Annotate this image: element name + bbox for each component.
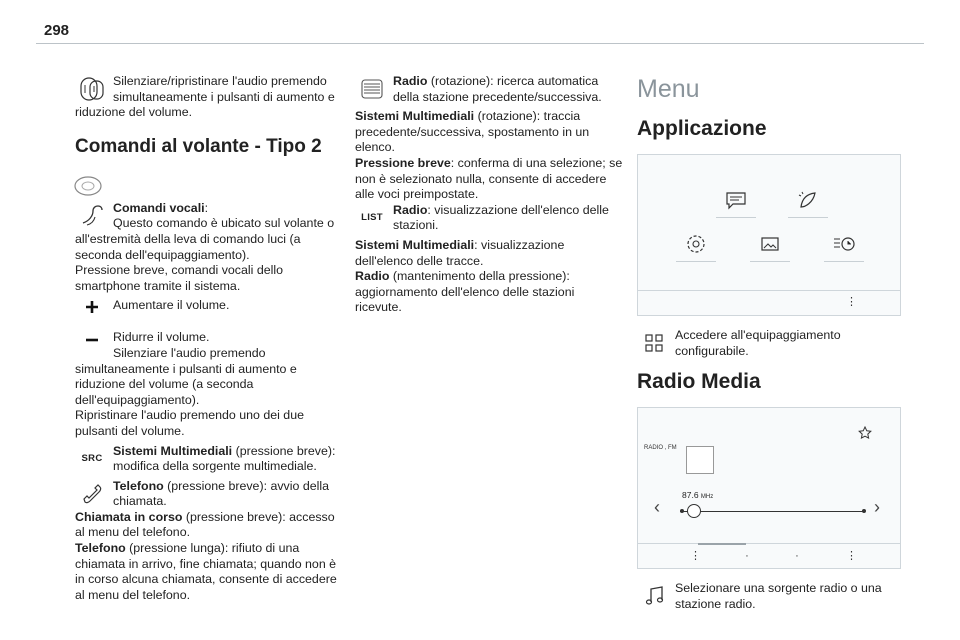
list-label: LIST <box>361 211 383 223</box>
column-3 <box>637 74 902 616</box>
list-radio-title: Radio <box>393 202 428 217</box>
music-note-icon <box>637 581 671 611</box>
src-title: Sistemi Multimediali <box>113 443 233 458</box>
frequency-value: 87.6 <box>682 490 699 501</box>
voice-text: Questo comando è ubicato sul volante o all'estremità della leva di comando luci (a seconda dell'equipaggiamento). <box>75 216 335 262</box>
press-title: Pressione breve <box>355 155 451 170</box>
station-artwork <box>686 446 714 474</box>
voice-title: Comandi vocali <box>113 200 205 215</box>
steering-wheel-icon-row <box>75 171 340 195</box>
sm-title: Sistemi Multimediali <box>355 109 475 124</box>
list-radio-text: : visualizzazione dell'elenco delle stazioni. <box>393 202 609 233</box>
src-block <box>75 444 340 475</box>
screen-footer-divider <box>638 290 900 291</box>
phone-long-title: Telefono <box>75 541 126 556</box>
more-options-icon[interactable]: ⋮ <box>846 296 857 308</box>
minus-text-2: Silenziare l'audio premendo simultaneamente i pulsanti di aumento e riduzione del volume (a seconda dell'equipaggiamento). <box>75 345 297 407</box>
voice-colon: : <box>204 200 209 215</box>
dot-icon-1[interactable]: · <box>745 550 749 563</box>
active-tab-indicator <box>698 543 746 545</box>
list-sm-title: Sistemi Multimediali <box>355 237 475 252</box>
header-divider <box>36 43 924 44</box>
climate-app-icon[interactable] <box>824 227 864 262</box>
plus-block <box>75 298 340 316</box>
call-text: (pressione breve): accesso al menu del telefono. <box>75 509 335 540</box>
app-heading: Applicazione <box>637 117 767 140</box>
dot-icon-2[interactable]: · <box>795 550 799 563</box>
minus-icon <box>75 330 109 350</box>
settings-app-icon[interactable] <box>676 227 716 262</box>
list-radio2-text: (mantenimento della pressione): aggiornamento dell'elenco delle stazioni ricevute. <box>355 269 575 315</box>
connected-app-icon[interactable] <box>716 183 756 218</box>
steering-buttons-icon <box>75 74 109 104</box>
steering-wheel-icon <box>71 171 105 201</box>
mute-text: Silenziare/ripristinare l'audio premendo simultaneamente i pulsanti di aumento e riduzione del volume. <box>75 74 335 120</box>
phone-title: Telefono <box>113 478 164 493</box>
column-1 <box>75 74 340 607</box>
minus-block <box>75 330 340 439</box>
tuning-track-start <box>680 509 684 513</box>
photos-app-icon[interactable] <box>750 227 790 262</box>
src-label: SRC <box>81 452 103 464</box>
radio-band-label: RADIO , FM <box>644 445 677 452</box>
plus-icon <box>75 298 109 316</box>
radio-rotation-block <box>355 74 623 105</box>
radio-desc-block <box>637 581 902 612</box>
frequency-unit: MHz <box>700 494 714 501</box>
tuning-slider-handle[interactable] <box>687 504 701 518</box>
voice-text-2: Pressione breve, comandi vocali dello smartphone tramite il sistema. <box>75 263 283 293</box>
list-radio2-title: Radio <box>355 269 390 284</box>
minus-text-3: Ripristinare l'audio premendo uno dei due pulsanti del volume. <box>75 408 304 438</box>
voice-command-icon <box>75 201 109 231</box>
radio-options-icon[interactable]: ⋮ <box>846 550 857 563</box>
phone-text: (pressione breve): avvio della chiamata. <box>113 478 330 509</box>
sm-text: (rotazione): traccia precedente/successiva, spostamento in un elenco. <box>355 109 590 155</box>
call-title: Chiamata in corso <box>75 509 183 524</box>
radio-media-heading: Radio Media <box>637 370 761 394</box>
source-menu-icon[interactable]: ⋮ <box>690 550 701 563</box>
list-sm-text: : visualizzazione dell'elenco delle tracce. <box>355 237 565 268</box>
radio-text: (rotazione): ricerca automatica della stazione precedente/successiva. <box>393 74 602 104</box>
phone-icon <box>75 479 109 509</box>
frequency-display <box>682 488 713 506</box>
ambient-app-icon[interactable] <box>788 183 828 218</box>
phone-block <box>75 479 340 604</box>
list-block <box>355 203 623 234</box>
mute-block <box>75 74 340 121</box>
tuning-track-end <box>862 509 866 513</box>
radio-screen <box>637 407 901 569</box>
applications-screen <box>637 154 901 316</box>
radio-text: Selezionare una sorgente radio o una stazione radio. <box>675 581 882 611</box>
favorite-star-icon[interactable] <box>858 426 872 445</box>
plus-text: Aumentare il volume. <box>113 298 230 313</box>
thumbwheel-icon <box>355 74 389 104</box>
press-text: : conferma di una selezione; se non è selezionato nulla, consente di accedere alle voci preimpostate. <box>355 155 623 202</box>
section-heading-steering: Comandi al volante - Tipo 2 <box>75 135 322 157</box>
apps-grid-icon <box>637 328 671 358</box>
next-station-icon[interactable]: › <box>874 497 880 518</box>
voice-block <box>75 201 340 295</box>
radio-title: Radio <box>393 74 428 88</box>
previous-station-icon[interactable]: ‹ <box>654 497 660 518</box>
column-2 <box>355 74 623 316</box>
app-text: Accedere all'equipaggiamento configurabile. <box>675 328 841 358</box>
page-number: 298 <box>44 22 70 39</box>
app-desc-block <box>637 328 902 359</box>
menu-heading: Menu <box>637 75 700 103</box>
minus-text: Ridurre il volume. <box>113 330 210 345</box>
phone-long-text: (pressione lunga): rifiuto di una chiamata in arrivo, fine chiamata; quando non è in corso alcuna chiamata, consente di accedere al menu del telefono. <box>75 541 337 602</box>
src-text: (pressione breve): modifica della sorgente multimediale. <box>113 443 336 474</box>
radio-footer-divider <box>638 543 900 544</box>
tuning-slider-track[interactable] <box>680 511 864 512</box>
